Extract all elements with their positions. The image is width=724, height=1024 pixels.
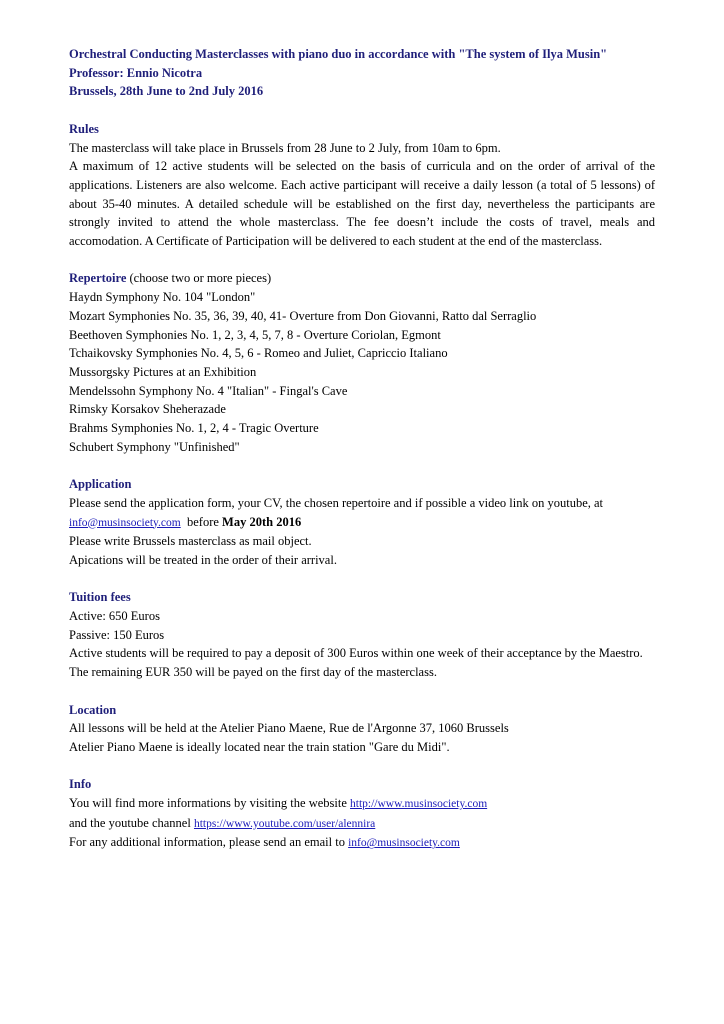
repertoire-item: Beethoven Symphonies No. 1, 2, 3, 4, 5, 7, 8 - Overture Coriolan, Egmont: [69, 327, 441, 342]
location-address: All lessons will be held at the Atelier Piano Maene, Rue de l'Argonne 37, 1060 Brussels: [69, 721, 509, 736]
repertoire-list: [69, 288, 655, 456]
repertoire-heading: Repertoire: [69, 271, 127, 286]
info-website-line: [69, 794, 655, 814]
website-link[interactable]: http://www.musinsociety.com: [350, 798, 488, 811]
rules-heading: Rules: [69, 121, 99, 136]
application-email-line: [69, 513, 655, 533]
repertoire-note: (choose two or more pieces): [126, 271, 272, 286]
repertoire-item: Schubert Symphony "Unfinished": [69, 439, 240, 454]
repertoire-item: Brahms Symphonies No. 1, 2, 4 - Tragic Overture: [69, 421, 319, 436]
application-order-note: Apications will be treated in the order of their arrival.: [69, 552, 337, 567]
info-youtube-text: and the youtube channel: [69, 815, 194, 830]
info-email-line: [69, 833, 655, 853]
repertoire-item: Mendelssohn Symphony No. 4 "Italian" - Fingal's Cave: [69, 383, 348, 398]
application-mail-object: Please write Brussels masterclass as mail object.: [69, 534, 312, 549]
rules-paragraph: A maximum of 12 active students will be selected on the basis of curricula and on the order of arrival of the applications. Listeners are also welcome. Each active participant will receive a daily lesson (a total of 5 lessons) of about 35-40 minutes. A detailed schedule will be established on the first day, nevertheless the participants are strongly invited to attend the whole masterclass. The fee doesn’t include the costs of travel, meals and accomodation. A Certificate of Participation will be delivered to each student at the end of the masterclass.: [69, 159, 655, 249]
repertoire-item: Mussorgsky Pictures at an Exhibition: [69, 364, 257, 379]
application-line: Please send the application form, your CV, the chosen repertoire and if possible a video link on youtube, at: [69, 495, 604, 510]
info-website-text: You will find more informations by visiting the website: [69, 796, 351, 811]
repertoire-heading-line: [69, 269, 655, 288]
before-text: before: [180, 514, 223, 529]
location-heading: Location: [69, 702, 117, 717]
tuition-active: Active: 650 Euros: [69, 609, 160, 624]
tuition-passive: Passive: 150 Euros: [69, 627, 165, 642]
application-deadline: May 20th 2016: [222, 514, 302, 529]
tuition-heading: Tuition fees: [69, 590, 131, 605]
info-heading: Info: [69, 777, 92, 792]
location-station: Atelier Piano Maene is ideally located near the train station "Gare du Midi".: [69, 739, 450, 754]
info-email-link[interactable]: info@musinsociety.com: [348, 837, 460, 850]
document-title: Orchestral Conducting Masterclasses with piano duo in accordance with "The system of Ilya Musin": [69, 47, 608, 61]
professor-line: Professor: Ennio Nicotra: [69, 65, 203, 80]
application-heading: Application: [69, 477, 132, 492]
application-email-link[interactable]: info@musinsociety.com: [69, 516, 181, 529]
info-email-text: For any additional information, please send an email to: [69, 835, 349, 850]
place-date-line: Brussels, 28th June to 2nd July 2016: [69, 84, 264, 99]
repertoire-item: Haydn Symphony No. 104 "London": [69, 290, 256, 305]
repertoire-item: Tchaikovsky Symphonies No. 4, 5, 6 - Romeo and Juliet, Capriccio Italiano: [69, 346, 448, 361]
youtube-link[interactable]: https://www.youtube.com/user/alennira: [193, 817, 376, 830]
document-page: [69, 45, 655, 853]
info-youtube-line: [69, 814, 655, 834]
tuition-deposit: Active students will be required to pay a deposit of 300 Euros within one week of their acceptance by the Maestro.: [69, 646, 643, 661]
tuition-remaining: The remaining EUR 350 will be payed on the first day of the masterclass.: [69, 665, 437, 680]
rules-dates-line: The masterclass will take place in Brussels from 28 June to 2 July, from 10am to 6pm.: [69, 140, 501, 155]
repertoire-item: Mozart Symphonies No. 35, 36, 39, 40, 41- Overture from Don Giovanni, Ratto dal Serraglio: [69, 308, 537, 323]
repertoire-item: Rimsky Korsakov Sheherazade: [69, 402, 226, 417]
